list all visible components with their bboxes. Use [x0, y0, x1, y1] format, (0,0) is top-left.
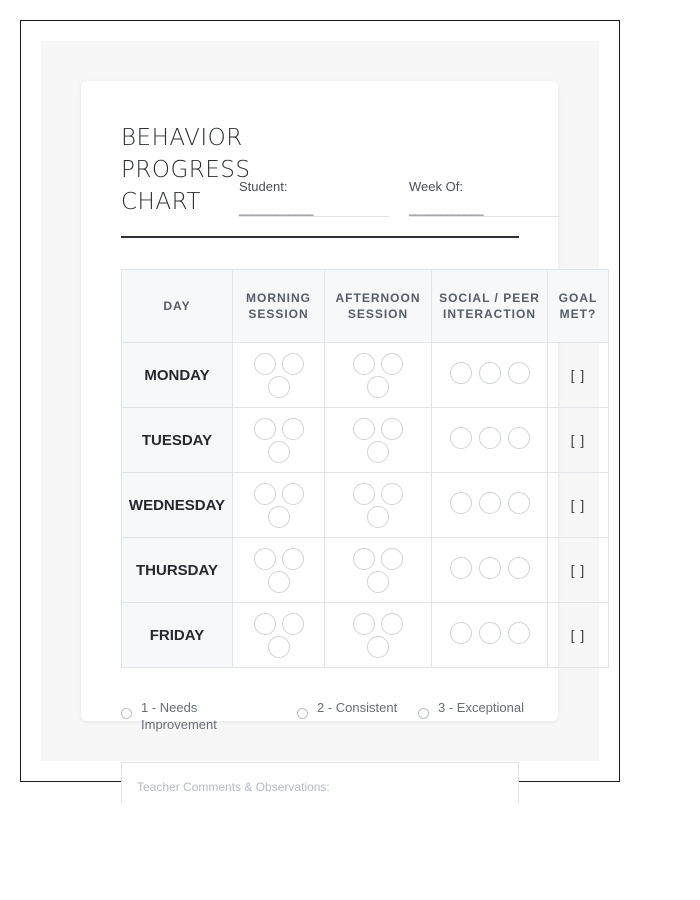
afternoon-rating-group: [343, 418, 413, 463]
rating-circle-icon[interactable]: [381, 353, 403, 375]
rating-circle-icon[interactable]: [381, 483, 403, 505]
afternoon-rating-group: [343, 613, 413, 658]
rating-circle-icon[interactable]: [381, 418, 403, 440]
morning-rating-cell: [233, 408, 325, 473]
rating-circle-icon[interactable]: [508, 362, 530, 384]
rating-circle-icon[interactable]: [508, 427, 530, 449]
afternoon-rating-group: [343, 353, 413, 398]
teacher-comments-label: Teacher Comments & Observations:: [137, 780, 330, 794]
column-header-day: DAY: [122, 270, 233, 343]
table-header-row: [122, 270, 609, 343]
goal-met-checkbox[interactable]: [ ]: [548, 343, 609, 408]
social-rating-cell: [432, 538, 548, 603]
rating-circle-icon[interactable]: [254, 613, 276, 635]
rating-circle-icon[interactable]: [282, 418, 304, 440]
rating-circle-icon[interactable]: [254, 483, 276, 505]
rating-circle-icon[interactable]: [450, 492, 472, 514]
rating-circle-icon[interactable]: [254, 418, 276, 440]
header-divider: [121, 236, 519, 238]
week-of-label: Week Of:: [409, 179, 463, 194]
column-header-social-peer-interaction: SOCIAL / PEER INTERACTION: [432, 270, 548, 343]
rating-circle-icon[interactable]: [508, 492, 530, 514]
chart-title: BEHAVIOR PROGRESS CHART: [121, 125, 251, 215]
day-cell: MONDAY: [122, 343, 233, 408]
legend-label: 3 - Exceptional: [438, 700, 524, 715]
student-blank[interactable]: ____________: [239, 202, 314, 216]
afternoon-rating-cell: [325, 473, 432, 538]
rating-circle-icon[interactable]: [381, 548, 403, 570]
rating-circle-icon[interactable]: [254, 353, 276, 375]
social-rating-cell: [432, 343, 548, 408]
goal-met-checkbox[interactable]: [ ]: [548, 603, 609, 668]
morning-rating-group: [244, 613, 314, 658]
rating-circle-icon[interactable]: [479, 492, 501, 514]
table-row: [122, 343, 609, 408]
table-row: [122, 538, 609, 603]
afternoon-rating-cell: [325, 408, 432, 473]
student-label: Student:: [239, 179, 288, 194]
rating-circle-icon[interactable]: [479, 557, 501, 579]
rating-circle-icon[interactable]: [268, 376, 290, 398]
morning-rating-group: [244, 483, 314, 528]
goal-met-checkbox[interactable]: [ ]: [548, 538, 609, 603]
goal-met-checkbox[interactable]: [ ]: [548, 473, 609, 538]
rating-circle-icon[interactable]: [353, 548, 375, 570]
rating-circle-icon[interactable]: [450, 622, 472, 644]
rating-circle-icon[interactable]: [268, 571, 290, 593]
legend-circle-icon: [418, 708, 429, 719]
social-rating-group: [450, 557, 530, 579]
day-cell: WEDNESDAY: [122, 473, 233, 538]
morning-rating-cell: [233, 473, 325, 538]
column-header-afternoon-session: AFTERNOON SESSION: [325, 270, 432, 343]
rating-circle-icon[interactable]: [367, 441, 389, 463]
column-header-morning-session: MORNING SESSION: [233, 270, 325, 343]
afternoon-rating-group: [343, 548, 413, 593]
student-underline: [239, 216, 389, 217]
goal-met-checkbox[interactable]: [ ]: [548, 408, 609, 473]
afternoon-rating-cell: [325, 538, 432, 603]
rating-circle-icon[interactable]: [282, 483, 304, 505]
morning-rating-group: [244, 353, 314, 398]
rating-circle-icon[interactable]: [479, 622, 501, 644]
student-field[interactable]: [239, 178, 389, 216]
social-rating-group: [450, 492, 530, 514]
legend-item-needs-improvement: [121, 699, 231, 733]
morning-rating-cell: [233, 603, 325, 668]
rating-circle-icon[interactable]: [268, 636, 290, 658]
day-cell: THURSDAY: [122, 538, 233, 603]
rating-circle-icon[interactable]: [508, 557, 530, 579]
afternoon-rating-cell: [325, 603, 432, 668]
table-row: [122, 473, 609, 538]
week-of-field[interactable]: [409, 178, 559, 216]
morning-rating-cell: [233, 538, 325, 603]
rating-circle-icon[interactable]: [353, 353, 375, 375]
rating-circle-icon[interactable]: [367, 571, 389, 593]
rating-circle-icon[interactable]: [353, 483, 375, 505]
rating-circle-icon[interactable]: [367, 636, 389, 658]
rating-circle-icon[interactable]: [353, 613, 375, 635]
social-rating-group: [450, 362, 530, 384]
rating-circle-icon[interactable]: [282, 548, 304, 570]
table-row: [122, 603, 609, 668]
rating-circle-icon[interactable]: [450, 427, 472, 449]
legend-circle-icon: [297, 708, 308, 719]
rating-circle-icon[interactable]: [282, 353, 304, 375]
rating-circle-icon[interactable]: [479, 427, 501, 449]
legend-item-exceptional: [418, 699, 528, 716]
social-rating-group: [450, 427, 530, 449]
rating-circle-icon[interactable]: [381, 613, 403, 635]
rating-circle-icon[interactable]: [254, 548, 276, 570]
rating-circle-icon[interactable]: [479, 362, 501, 384]
afternoon-rating-cell: [325, 343, 432, 408]
morning-rating-group: [244, 548, 314, 593]
rating-circle-icon[interactable]: [282, 613, 304, 635]
table-body: [122, 343, 609, 668]
social-rating-cell: [432, 603, 548, 668]
teacher-comments-box[interactable]: [121, 762, 519, 803]
rating-circle-icon[interactable]: [450, 557, 472, 579]
column-header-goal-met: GOAL MET?: [548, 270, 609, 343]
social-rating-cell: [432, 473, 548, 538]
social-rating-cell: [432, 408, 548, 473]
table-row: [122, 408, 609, 473]
behavior-table: [121, 269, 609, 668]
rating-circle-icon[interactable]: [508, 622, 530, 644]
rating-circle-icon[interactable]: [268, 506, 290, 528]
week-of-blank[interactable]: ____________: [409, 202, 484, 216]
legend-circle-icon: [121, 708, 132, 719]
morning-rating-group: [244, 418, 314, 463]
day-cell: FRIDAY: [122, 603, 233, 668]
day-cell: TUESDAY: [122, 408, 233, 473]
rating-circle-icon[interactable]: [450, 362, 472, 384]
social-rating-group: [450, 622, 530, 644]
morning-rating-cell: [233, 343, 325, 408]
week-of-underline: [409, 216, 559, 217]
rating-circle-icon[interactable]: [268, 441, 290, 463]
legend-item-consistent: [297, 699, 407, 716]
legend-label: 2 - Consistent: [317, 700, 398, 715]
afternoon-rating-group: [343, 483, 413, 528]
rating-circle-icon[interactable]: [367, 376, 389, 398]
rating-circle-icon[interactable]: [367, 506, 389, 528]
legend-label: 1 - Needs Improvement: [141, 700, 217, 732]
rating-circle-icon[interactable]: [353, 418, 375, 440]
